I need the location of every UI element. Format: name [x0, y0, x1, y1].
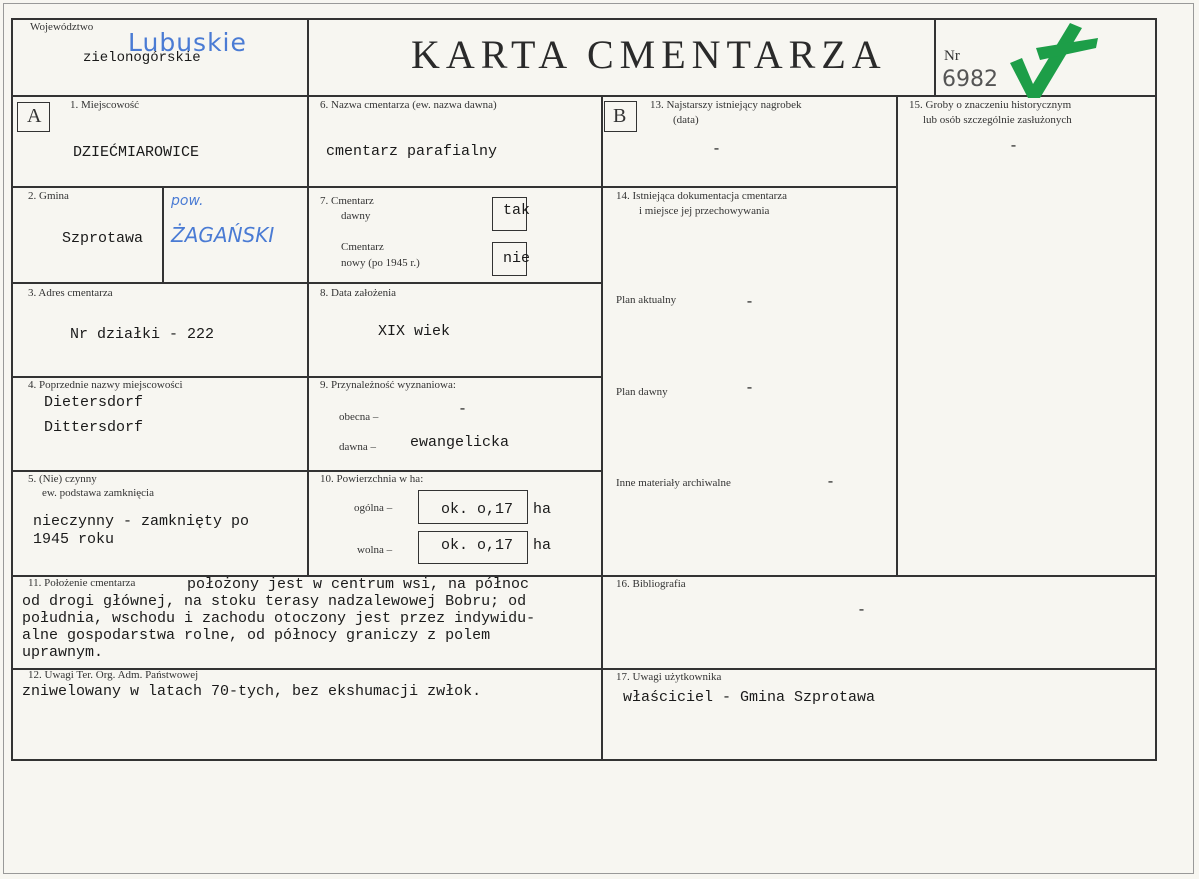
f13-label-1: 13. Najstarszy istniejący nagrobek — [650, 99, 802, 111]
f10-ogolna-label: ogólna – — [354, 502, 393, 514]
f14-label-2: i miejsce jej przechowywania — [639, 205, 770, 217]
f2-pow-value: ŻAGAŃSKI — [171, 223, 275, 247]
f11-label: 11. Położenie cmentarza — [28, 577, 136, 589]
f7-label-2a: Cmentarz — [341, 241, 384, 253]
plan-dawny-value: - — [745, 380, 755, 397]
f4-value-1: Dietersdorf — [44, 394, 144, 411]
f3-value: Nr działki - 222 — [70, 326, 215, 343]
f7-value-2: nie — [503, 250, 531, 267]
f8-value: XIX wiek — [378, 323, 451, 340]
header-col-2 — [934, 20, 936, 95]
f7-label-1b: dawny — [341, 210, 371, 222]
f9-dawna-value: ewangelicka — [410, 434, 510, 451]
inne-value: - — [826, 474, 836, 491]
f9-dawna-label: dawna – — [339, 441, 376, 453]
wojewodztwo-label: Województwo — [30, 21, 94, 33]
f1-label: 1. Miejscowość — [70, 99, 140, 111]
f10-label: 10. Powierzchnia w ha: — [320, 473, 424, 485]
f7-value-1: tak — [503, 202, 531, 219]
f6-label: 6. Nazwa cmentarza (ew. nazwa dawna) — [320, 99, 497, 111]
f11-line-1: położony jest w centrum wsi, na północ — [187, 576, 530, 593]
f10-ogolna-value: ok. o,17 — [441, 501, 514, 518]
section-b-letter: B — [613, 105, 627, 127]
f10-wolna-unit: ha — [533, 537, 552, 554]
b-divider-13 — [602, 186, 897, 188]
b-col-divider — [896, 95, 898, 575]
f12-value: zniwelowany w latach 70-tych, bez ekshumacji zwłok. — [22, 683, 482, 700]
plan-dawny-label: Plan dawny — [616, 386, 668, 398]
f14-label-1: 14. Istniejąca dokumentacja cmentarza — [616, 190, 788, 202]
f2-value: Szprotawa — [62, 230, 144, 247]
f15-label-2: lub osób szczególnie zasłużonych — [923, 114, 1072, 126]
f8-label: 8. Data założenia — [320, 287, 397, 299]
f13-label-2: (data) — [673, 114, 699, 126]
f5-value-2: 1945 roku — [33, 531, 115, 548]
f9-obecna-label: obecna – — [339, 411, 379, 423]
card-title: KARTA CMENTARZA — [411, 32, 887, 77]
f17-label: 17. Uwagi użytkownika — [616, 671, 722, 683]
wojewodztwo-value: zielonogórskie — [83, 50, 201, 66]
f7-label-1a: 7. Cmentarz — [320, 195, 374, 207]
f7-label-2b: nowy (po 1945 r.) — [341, 257, 420, 269]
cemetery-card — [11, 18, 1157, 761]
ab-divider — [601, 95, 603, 760]
inne-label: Inne materiały archiwalne — [616, 477, 731, 489]
f11-line-3: południa, wschodu i zachodu otoczony jest przez indywidu- — [22, 610, 536, 627]
f12-label: 12. Uwagi Ter. Org. Adm. Państwowej — [28, 669, 199, 681]
f10-wolna-value: ok. o,17 — [441, 537, 514, 554]
f11-line-2: od drogi głównej, na stoku terasy nadzalewowej Bobru; od — [22, 593, 527, 610]
f10-wolna-label: wolna – — [357, 544, 393, 556]
a-col-divider — [307, 95, 309, 575]
f9-label: 9. Przynależność wyznaniowa: — [320, 379, 456, 391]
f5-label-1: 5. (Nie) czynny — [28, 473, 97, 485]
f6-value: cmentarz parafialny — [326, 143, 498, 160]
f2-label: 2. Gmina — [28, 190, 69, 202]
f17-value: właściciel - Gmina Szprotawa — [623, 689, 876, 706]
f10-ogolna-unit: ha — [533, 501, 552, 518]
f4-label: 4. Poprzednie nazwy miejscowości — [28, 379, 183, 391]
f9-obecna-value: - — [458, 401, 468, 418]
header-col-1 — [307, 20, 309, 95]
nr-value: 6982 — [942, 67, 998, 92]
f11-line-5: uprawnym. — [22, 644, 104, 661]
gmina-divider — [162, 186, 164, 282]
f11-line-4: alne gospodarstwa rolne, od północy graniczy z polem — [22, 627, 491, 644]
f15-label-1: 15. Groby o znaczeniu historycznym — [909, 99, 1072, 111]
f4-value-2: Dittersdorf — [44, 419, 144, 436]
f5-label-2: ew. podstawa zamknięcia — [42, 487, 154, 499]
plan-aktualny-label: Plan aktualny — [616, 294, 677, 306]
f5-value-1: nieczynny - zamknięty po — [33, 513, 250, 530]
nr-label: Nr — [944, 48, 960, 64]
section-a-letter: A — [27, 105, 42, 127]
f15-value: - — [1009, 138, 1019, 155]
header-divider — [13, 95, 1155, 97]
row-divider-5 — [13, 575, 1155, 577]
f16-value: - — [857, 602, 867, 619]
f3-label: 3. Adres cmentarza — [28, 287, 113, 299]
f2-pow-label: pow. — [171, 193, 204, 209]
f16-label: 16. Bibliografia — [616, 578, 686, 590]
green-check-mark-icon — [1000, 18, 1104, 100]
f1-value: DZIEĆMIAROWICE — [73, 144, 200, 161]
plan-aktualny-value: - — [745, 294, 755, 311]
f13-value: - — [712, 141, 722, 158]
wojewodztwo-stamp: Lubuskie — [128, 28, 247, 57]
